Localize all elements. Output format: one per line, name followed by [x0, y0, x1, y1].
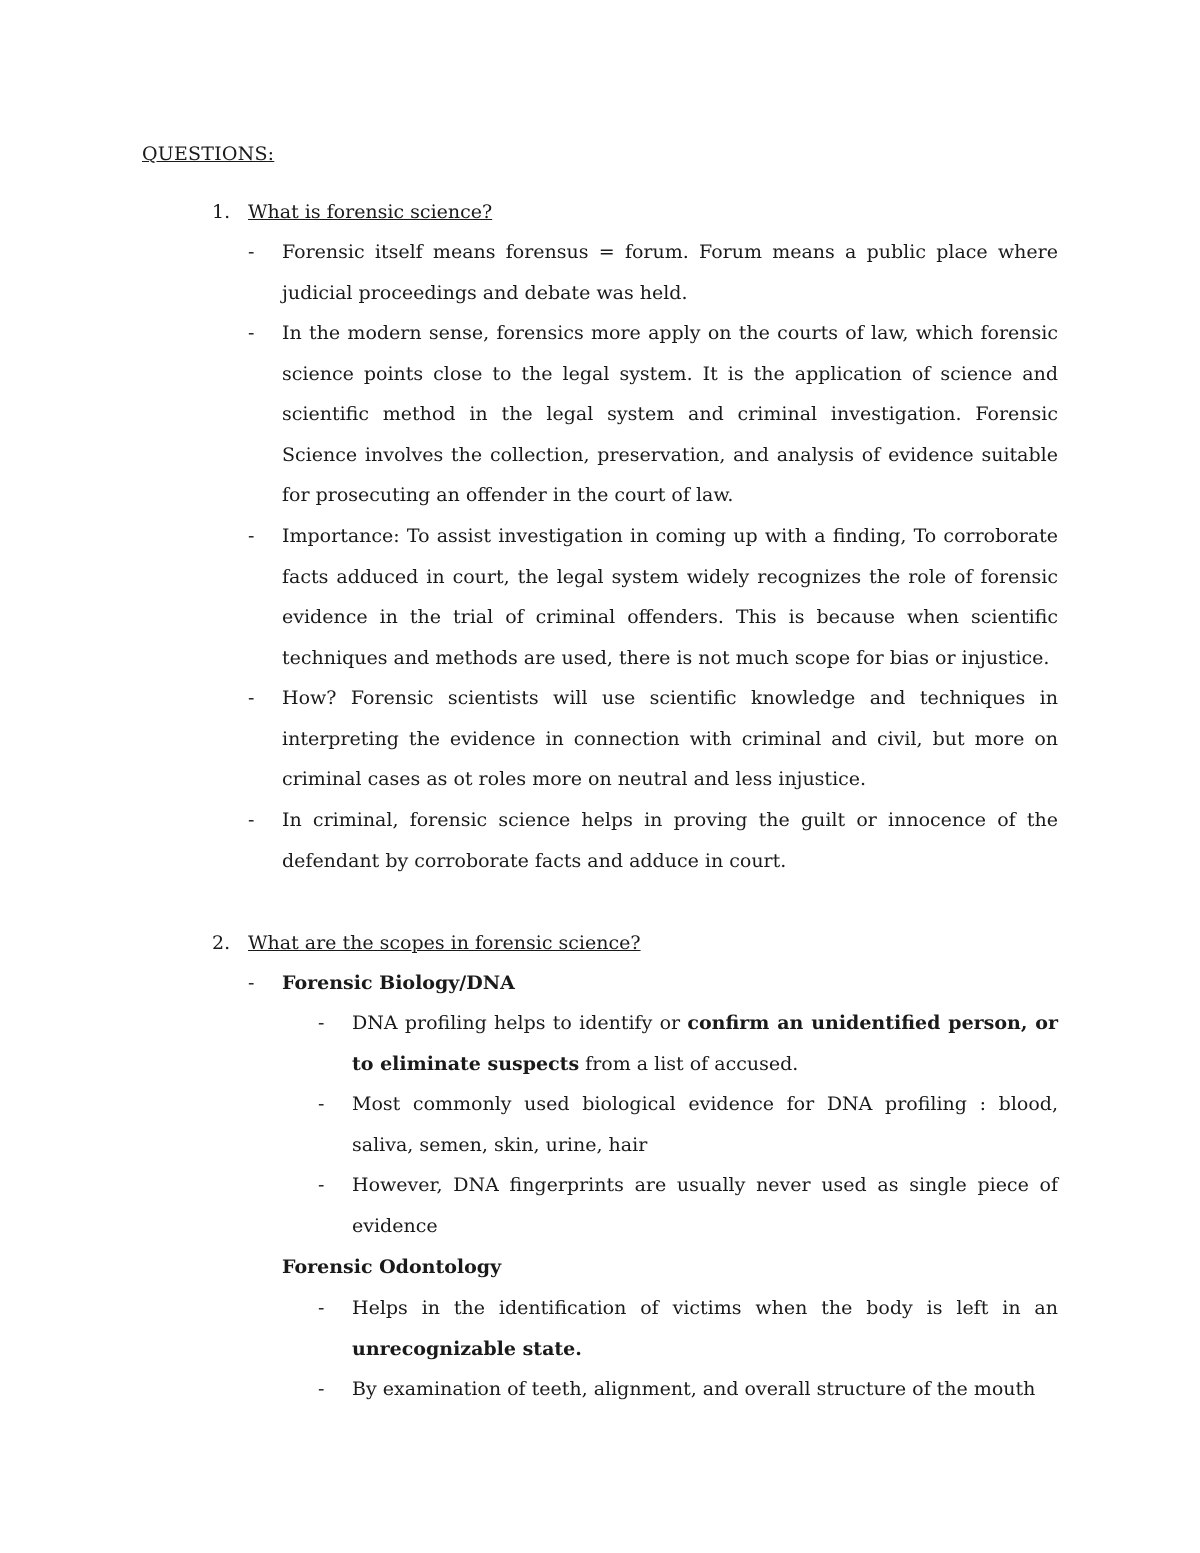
odontology-bullet-1-bold: unrecognizable state. — [352, 1337, 582, 1360]
bullet-dash: - — [248, 322, 255, 344]
question-2-title — [212, 929, 641, 957]
odontology-bullet-2-text: By examination of teeth, alignment, and overall structure of the mouth — [352, 1378, 1036, 1400]
question-1-title — [212, 198, 492, 226]
q1-bullet-4 — [248, 678, 1058, 800]
bullet-dash: - — [248, 809, 255, 831]
biology-bullet-1 — [318, 1003, 1058, 1084]
q1-bullet-2 — [248, 313, 1058, 516]
question-1-number: 1. — [212, 201, 231, 223]
biology-bullet-3-text: However, DNA fingerprints are usually never used as single piece of evidence — [352, 1174, 1058, 1237]
biology-bullet-2 — [318, 1084, 1058, 1165]
q1-bullet-1 — [248, 232, 1058, 313]
bullet-dash: - — [248, 687, 255, 709]
odontology-bullet-2 — [318, 1369, 1058, 1410]
bullet-dash: - — [248, 525, 255, 547]
bullet-dash: - — [248, 972, 255, 994]
bullet-dash: - — [318, 1297, 325, 1319]
bullet-dash: - — [318, 1378, 325, 1400]
forensic-biology-heading-text: Forensic Biology/DNA — [282, 972, 515, 994]
bullet-dash: - — [248, 241, 255, 263]
question-2-number: 2. — [212, 932, 231, 954]
bullet-dash: - — [318, 1093, 325, 1115]
odontology-bullet-1 — [318, 1288, 1058, 1369]
odontology-bullet-1-pre: Helps in the identification of victims when the body is left in an — [352, 1297, 1058, 1319]
biology-bullet-3 — [318, 1165, 1058, 1246]
forensic-biology-heading — [248, 963, 515, 1004]
q1-bullet-4-text: How? Forensic scientists will use scientific knowledge and techniques in interpreting the evidence in connection with criminal and civil, but more on criminal cases as ot roles more on neutral and less injustice. — [282, 687, 1058, 791]
biology-bullet-1-post: from a list of accused. — [579, 1052, 799, 1075]
q1-bullet-3 — [248, 516, 1058, 678]
q1-bullet-5 — [248, 800, 1058, 881]
q1-bullet-1-text: Forensic itself means forensus = forum. Forum means a public place where judicial proceedings and debate was held. — [282, 241, 1058, 304]
question-1-text: What is forensic science? — [248, 201, 493, 223]
biology-bullet-1-bold: confirm an unidentified person, or to eliminate suspects — [352, 1012, 1058, 1075]
question-2-text: What are the scopes in forensic science? — [248, 932, 641, 954]
questions-heading: QUESTIONS: — [142, 143, 275, 165]
bullet-dash: - — [318, 1174, 325, 1196]
biology-bullet-1-pre: DNA profiling helps to identify or — [352, 1012, 688, 1034]
bullet-dash: - — [318, 1012, 325, 1034]
biology-bullet-2-text: Most commonly used biological evidence for DNA profiling : blood, saliva, semen, skin, urine, hair — [352, 1093, 1058, 1156]
q1-bullet-5-text: In criminal, forensic science helps in proving the guilt or innocence of the defendant by corroborate facts and adduce in court. — [282, 809, 1058, 872]
q1-bullet-2-text: In the modern sense, forensics more apply on the courts of law, which forensic science points close to the legal system. It is the application of science and scientific method in the legal system and criminal investigation. Forensic Science involves the collection, preservation, and analysis of evidence suitable for prosecuting an offender in the court of law. — [282, 322, 1058, 507]
q1-bullet-3-text: Importance: To assist investigation in coming up with a finding, To corroborate facts adduced in court, the legal system widely recognizes the role of forensic evidence in the trial of criminal offenders. This is because when scientific techniques and methods are used, there is not much scope for bias or injustice. — [282, 525, 1058, 669]
forensic-odontology-heading — [282, 1247, 501, 1288]
forensic-odontology-heading-text: Forensic Odontology — [282, 1256, 502, 1278]
